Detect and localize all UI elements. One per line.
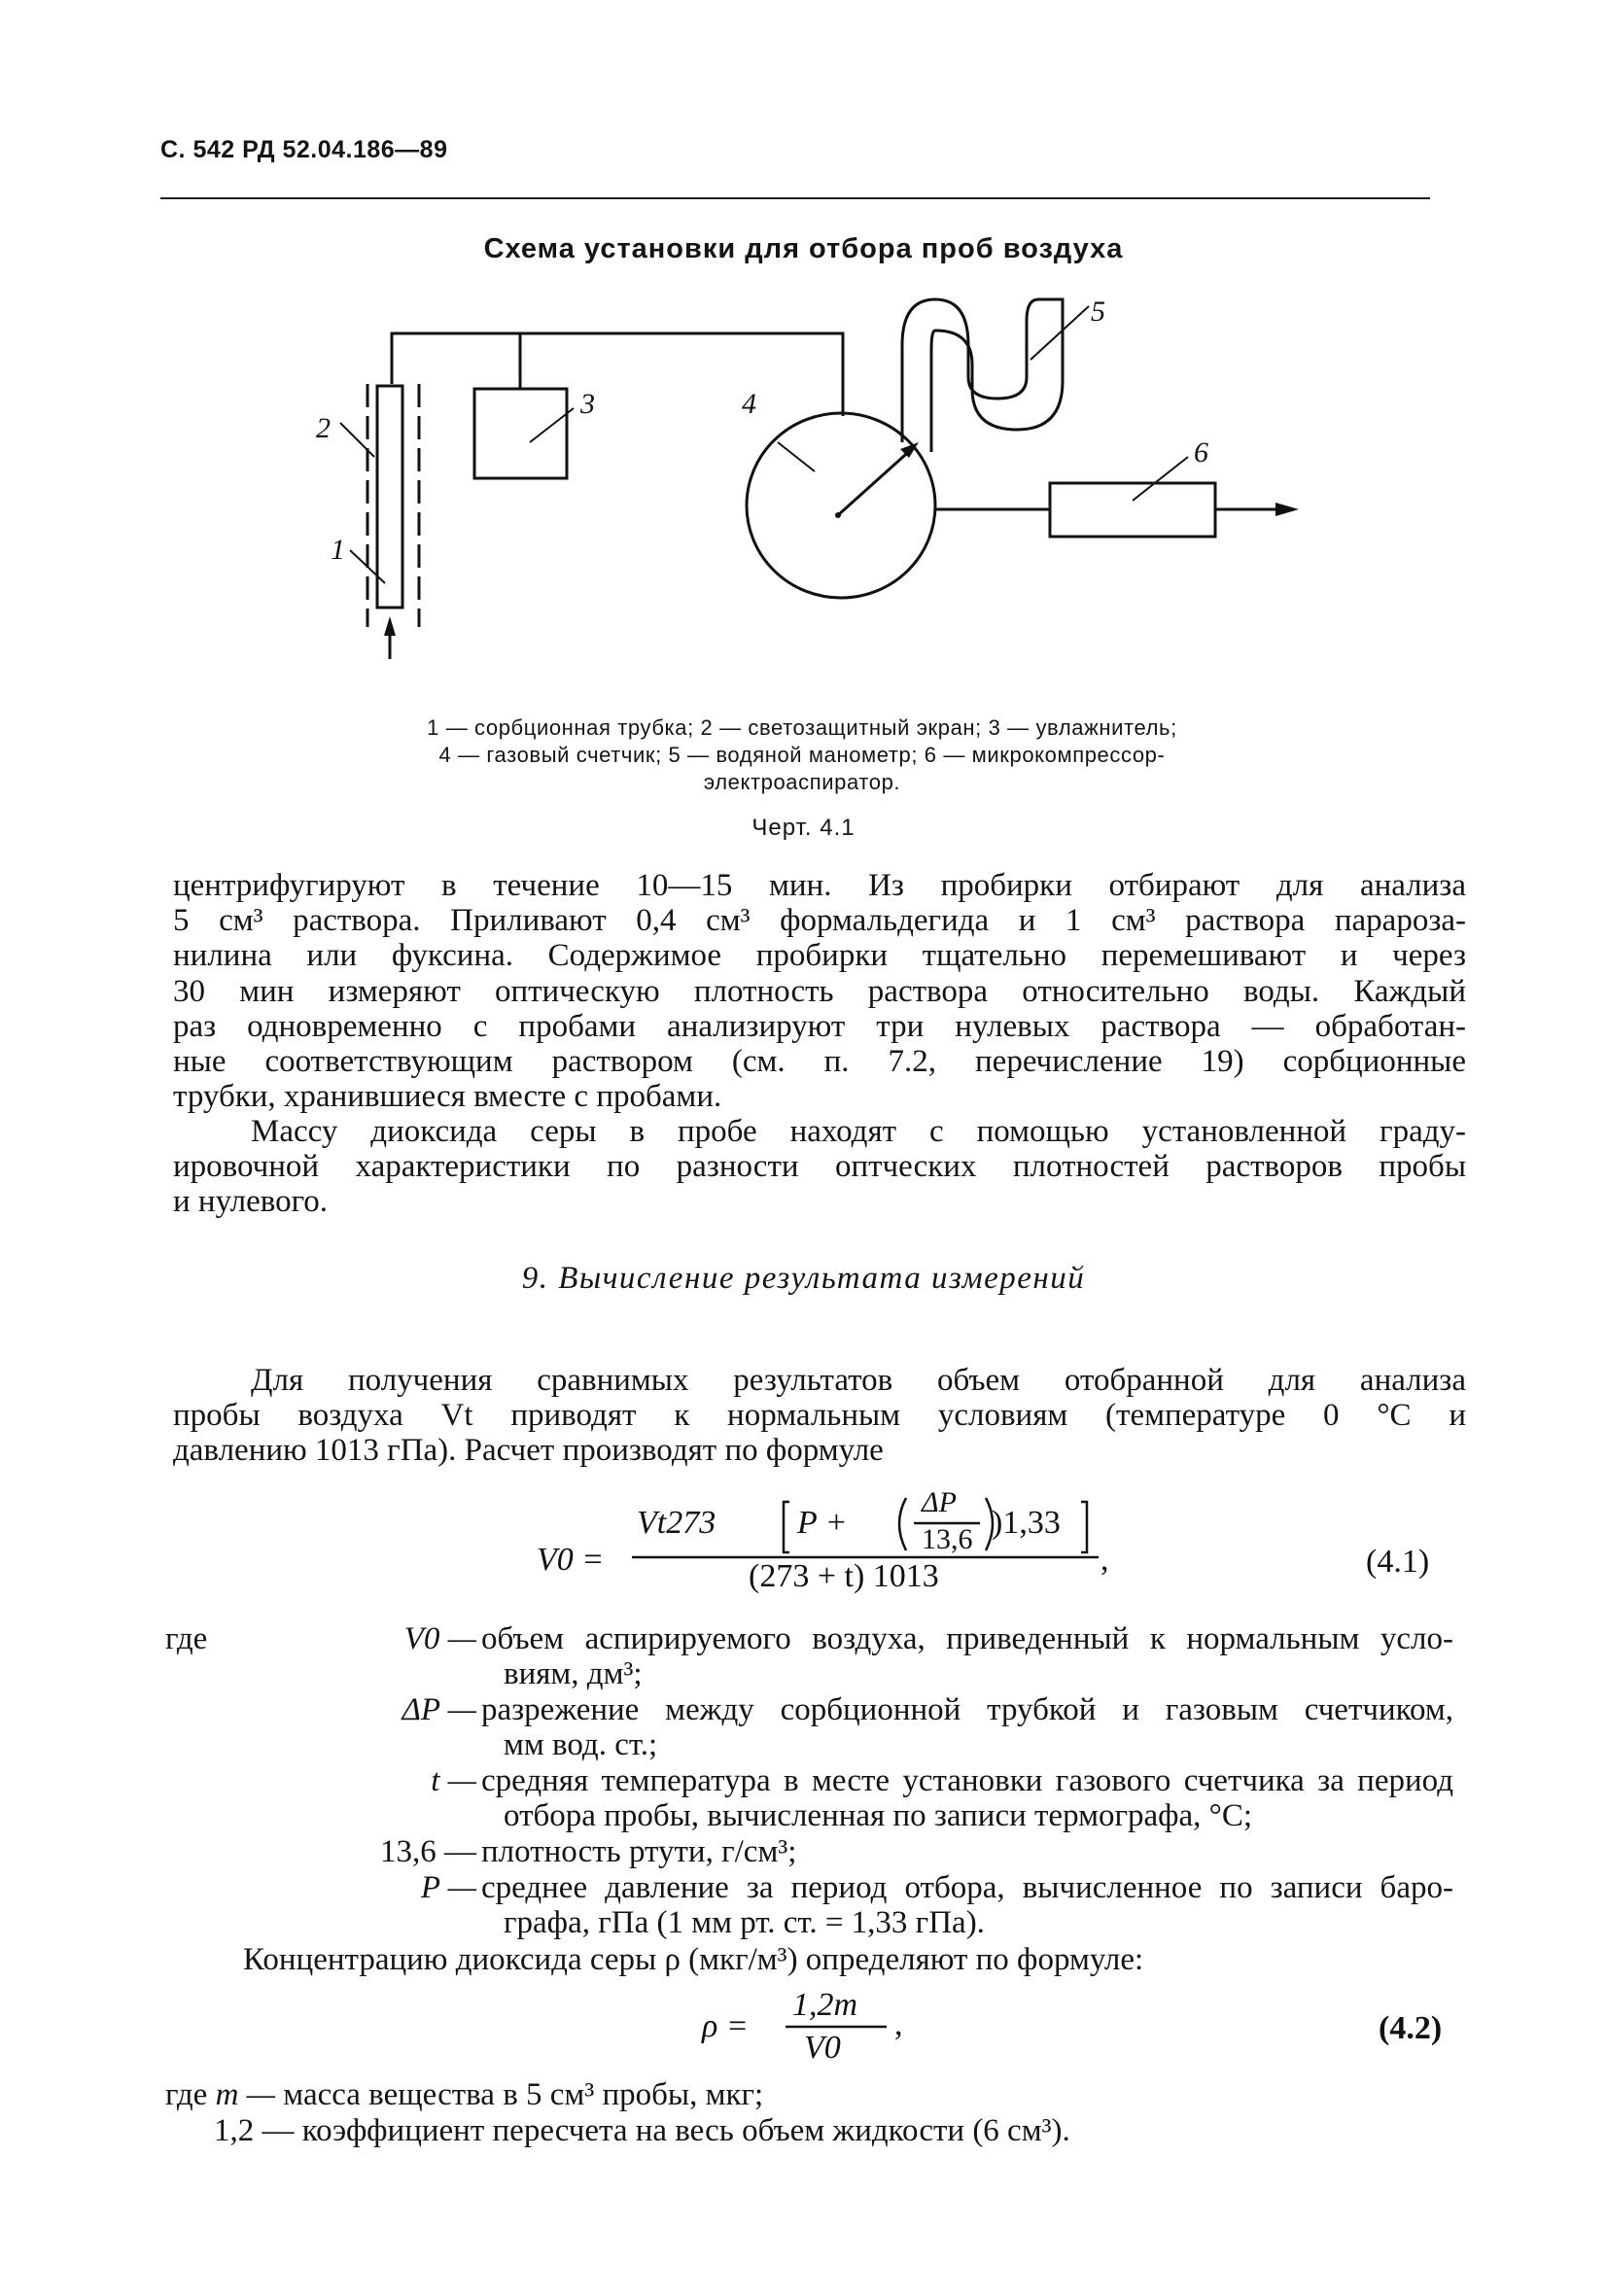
paragraph-4: Концентрацию диоксида серы ρ (мкг/м³) определяют по формуле: bbox=[243, 1942, 1144, 1977]
label-3: 3 bbox=[580, 388, 595, 420]
label-5: 5 bbox=[1091, 296, 1105, 328]
text-line: и нулевого. bbox=[173, 1184, 329, 1220]
figure-caption: Черт. 4.1 bbox=[751, 815, 856, 841]
water-manometer bbox=[902, 299, 1063, 452]
label-2: 2 bbox=[316, 412, 331, 444]
legend-line: 4 — газовый счетчик; 5 — водяной манометр; 6 — микрокомпрессор- bbox=[438, 743, 1166, 767]
definition-text: плотность ртути, г/см³; bbox=[481, 1834, 797, 1869]
formula2-lhs: ρ = bbox=[702, 2008, 749, 2044]
text-line: Для получения сравнимых результатов объем отобранной для анализа bbox=[251, 1363, 1466, 1398]
text-line: ные соответствующим раствором (см. п. 7.2, перечисление 19) сорбционные bbox=[173, 1043, 1466, 1079]
definition-text: масса вещества в 5 см³ пробы, мкг; bbox=[283, 2077, 764, 2112]
definition-text: среднее давление за период отбора, вычисленное по записи баро- bbox=[481, 1870, 1453, 1905]
formula-num-coef: )1,33 bbox=[992, 1505, 1061, 1541]
humidifier-box bbox=[474, 389, 567, 478]
text-line: давлению 1013 гПа). Расчет производят по формуле bbox=[173, 1433, 884, 1469]
paragraph-1 bbox=[173, 868, 1466, 1114]
definition-text: отбора пробы, вычисленная по записи термографа, °С; bbox=[504, 1798, 1253, 1833]
figure-title: Схема установки для отбора проб воздуха bbox=[483, 233, 1124, 264]
equation-number-4-1: (4.1) bbox=[1366, 1544, 1430, 1580]
label-4: 4 bbox=[742, 388, 756, 420]
definition-text: разрежение между сорбционной трубкой и газовым счетчиком, bbox=[481, 1692, 1453, 1727]
definition-symbol: V0 — bbox=[403, 1621, 476, 1656]
formula-num-prefix: Vt273 bbox=[637, 1505, 716, 1541]
definition-symbol: m — bbox=[215, 2077, 276, 2112]
definition-symbol: 1,2 — bbox=[214, 2113, 295, 2148]
definition-symbol: t — bbox=[431, 1763, 476, 1798]
formula-num-p: P + bbox=[797, 1505, 848, 1541]
definition-symbol: 13,6 — bbox=[380, 1834, 476, 1869]
text-line: нилина или фуксина. Содержимое пробирки тщательно перемешивают и через bbox=[173, 938, 1466, 974]
label-6: 6 bbox=[1194, 436, 1208, 469]
text-line: Массу диоксида серы в пробе находят с помощью установленной граду- bbox=[251, 1114, 1466, 1149]
formula-4-1 bbox=[0, 1473, 1607, 1609]
formula2-denominator: V0 bbox=[804, 2030, 841, 2066]
formula-trailing: , bbox=[1100, 1542, 1109, 1578]
figure-legend bbox=[292, 714, 1312, 796]
formula-num-dp: ΔP bbox=[922, 1486, 957, 1518]
section-title: 9. Вычисление результата измерений bbox=[521, 1261, 1086, 1296]
equation-number-4-2: (4.2) bbox=[1379, 2010, 1443, 2046]
definition-text: графа, гПа (1 мм рт. ст. = 1,33 гПа). bbox=[504, 1905, 985, 1940]
definition-lead: где bbox=[165, 2077, 208, 2112]
definition-text: средняя температура в месте установки газового счетчика за период bbox=[481, 1763, 1453, 1798]
formula-denominator: (273 + t) 1013 bbox=[749, 1558, 939, 1594]
paragraph-3 bbox=[173, 1363, 1466, 1469]
paragraph-2 bbox=[173, 1114, 1466, 1220]
text-line: трубки, хранившиеся вместе с пробами. bbox=[173, 1079, 722, 1115]
running-head: С. 542 РД 52.04.186—89 bbox=[160, 136, 448, 163]
definition-m bbox=[165, 2077, 763, 2112]
text-line: раз одновременно с пробами анализируют три нулевых раствора — обработан- bbox=[173, 1008, 1466, 1044]
formula-lhs: V0 = bbox=[537, 1542, 605, 1578]
formula2-trailing: , bbox=[894, 2006, 903, 2042]
gas-meter-circle bbox=[747, 413, 935, 598]
text-line: пробы воздуха Vt приводят к нормальным условиям (температуре 0 °С и bbox=[173, 1398, 1466, 1434]
text-line: 30 мин измеряют оптическую плотность раствора относительно воды. Каждый bbox=[173, 973, 1466, 1009]
text-line: центрифугируют в течение 10—15 мин. Из пробирки отбирают для анализа bbox=[173, 868, 1466, 903]
definition-lead: где bbox=[165, 1621, 208, 1656]
formula2-numerator: 1,2m bbox=[792, 1987, 858, 2023]
legend-line: 1 — сорбционная трубка; 2 — светозащитный экран; 3 — увлажнитель; bbox=[427, 715, 1177, 740]
text-line: 5 см³ раствора. Приливают 0,4 см³ формальдегида и 1 см³ раствора парарозa- bbox=[173, 903, 1466, 939]
aspirator-box bbox=[1050, 483, 1215, 537]
label-1: 1 bbox=[331, 534, 345, 566]
definition-text: мм вод. ст.; bbox=[504, 1727, 658, 1762]
definition-1-2 bbox=[214, 2113, 1070, 2148]
definition-text: объем аспирируемого воздуха, приведенный к нормальным усло- bbox=[481, 1621, 1453, 1656]
formula-4-2 bbox=[0, 1968, 1607, 2066]
definition-symbol: ΔP — bbox=[402, 1692, 476, 1727]
definition-text: коэффициент пересчета на весь объем жидкости (6 см³). bbox=[301, 2113, 1070, 2148]
top-pipe bbox=[392, 333, 843, 416]
formula-num-div: 13,6 bbox=[922, 1523, 973, 1555]
definition-symbol: P — bbox=[420, 1870, 476, 1905]
definition-text: виям, дм³; bbox=[504, 1656, 643, 1691]
sorption-tube bbox=[377, 386, 402, 608]
legend-line: электроаспиратор. bbox=[703, 770, 901, 794]
apparatus-diagram bbox=[0, 0, 1607, 719]
text-line: ировочной характеристики по разности оптческих плотностей растворов пробы bbox=[173, 1149, 1466, 1185]
